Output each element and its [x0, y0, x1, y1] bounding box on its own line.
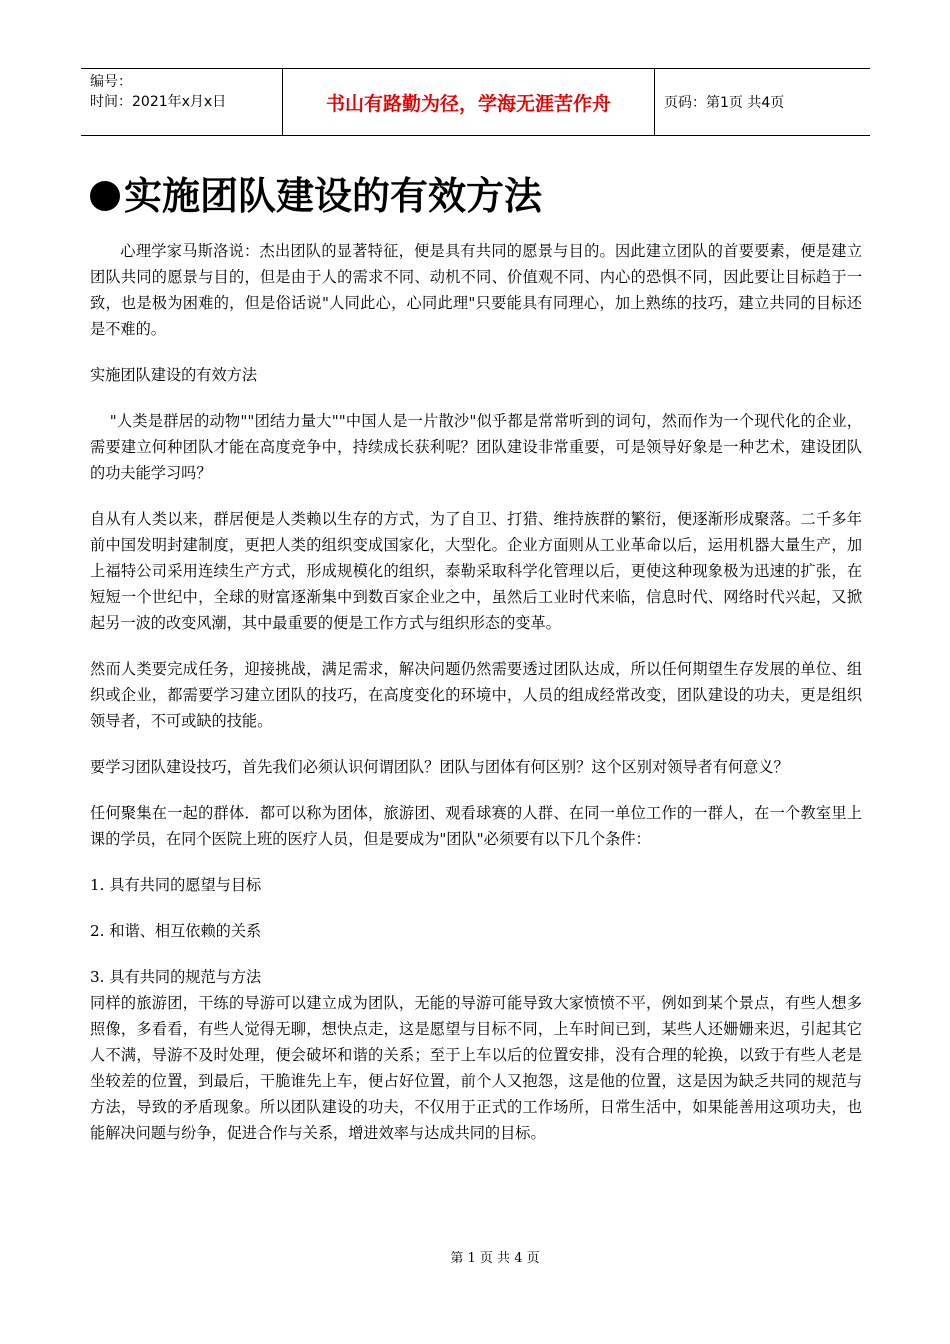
document-title: 实施团队建设的有效方法 — [124, 174, 543, 218]
paragraph: 然而人类要完成任务，迎接挑战，满足需求，解决问题仍然需要透过团队达成，所以任何期望生存发展的单位、组织或企业，都需要学习建立团队的技巧，在高度变化的环境中，人员的组成经常改变，团队建设的功夫，更是组织领导者，不可或缺的技能。 — [90, 660, 862, 730]
header-meta-cell — [81, 69, 282, 135]
paragraph: 要学习团队建设技巧，首先我们必须认识何谓团队？团队与团体有何区别？这个区别对领导者有何意义？ — [90, 758, 789, 776]
header-page-code: 页码：第1页 共4页 — [664, 95, 785, 111]
paragraph-intro: 心理学家马斯洛说：杰出团队的显著特征，便是具有共同的愿景与目的。因此建立团队的首要要素，便是建立团队共同的愿景与目的，但是由于人的需求不同、动机不同、价值观不同、内心的恐惧不同，因此要让目标趋于一致，也是极为困难的，但是俗话说"人同此心，心同此理"只要能具有同理心，加上熟练的技巧，建立共同的目标还是不难的。 — [90, 242, 862, 338]
bullet-icon — [90, 181, 120, 211]
footer-page-number: 第 1 页 共 4 页 — [450, 1251, 540, 1266]
header-table — [81, 68, 870, 136]
document-body — [90, 238, 862, 1146]
document-title-heading — [90, 168, 542, 224]
header-motto-cell — [282, 69, 655, 135]
header-motto: 书山有路勤为径，学海无涯苦作舟 — [325, 92, 611, 115]
list-item: 3. 具有共同的规范与方法 — [90, 968, 262, 986]
document-number-label: 编号： — [90, 74, 132, 90]
document-time-label: 时间：2021年x月x日 — [90, 94, 227, 110]
paragraph: 任何聚集在一起的群体．都可以称为团体，旅游团、观看球赛的人群、在同一单位工作的一群人，在一个教室里上课的学员，在同个医院上班的医疗人员，但是要成为"团队"必须要有以下几个条件： — [90, 804, 862, 848]
page-footer — [0, 1247, 950, 1266]
paragraph: "人类是群居的动物""团结力量大""中国人是一片散沙"似乎都是常常听到的词句，然而作为一个现代化的企业，需要建立何种团队才能在高度竞争中，持续成长获利呢？团队建设非常重要，可是领导好象是一种艺术，建设团队的功夫能学习吗？ — [90, 412, 862, 482]
list-item: 1. 具有共同的愿望与目标 — [90, 876, 262, 894]
paragraph: 同样的旅游团，干练的导游可以建立成为团队，无能的导游可能导致大家愤愤不平，例如到某个景点，有些人想多照像，多看看，有些人觉得无聊，想快点走，这是愿望与目标不同，上车时间已到，某些人还姗姗来迟，引起其它人不满，导游不及时处理，便会破坏和谐的关系；至于上车以后的位置安排，没有合理的轮换，以致于有些人老是坐较差的位置，到最后，干脆谁先上车，便占好位置，前个人又抱怨，这是他的位置，这是因为缺乏共同的规范与方法，导致的矛盾现象。所以团队建设的功夫，不仅用于正式的工作场所，日常生活中，如果能善用这项功夫，也能解决问题与纷争，促进合作与关系，增进效率与达成共同的目标。 — [90, 994, 862, 1142]
header-page-cell — [655, 69, 870, 135]
paragraph: 自从有人类以来，群居便是人类赖以生存的方式，为了自卫、打猎、维持族群的繁衍，便逐渐形成聚落。二千多年前中国发明封建制度，更把人类的组织变成国家化，大型化。企业方面则从工业革命以后，运用机器大量生产，加上福特公司采用连续生产方式，形成规模化的组织，泰勒采取科学化管理以后，更使这种现象极为迅速的扩张，在短短一个世纪中，全球的财富逐渐集中到数百家企业之中，虽然后工业时代来临，信息时代、网络时代兴起，又掀起另一波的改变风潮，其中最重要的便是工作方式与组织形态的变革。 — [90, 510, 862, 632]
section-heading: 实施团队建设的有效方法 — [90, 366, 258, 384]
list-item: 2. 和谐、相互依赖的关系 — [90, 922, 262, 940]
